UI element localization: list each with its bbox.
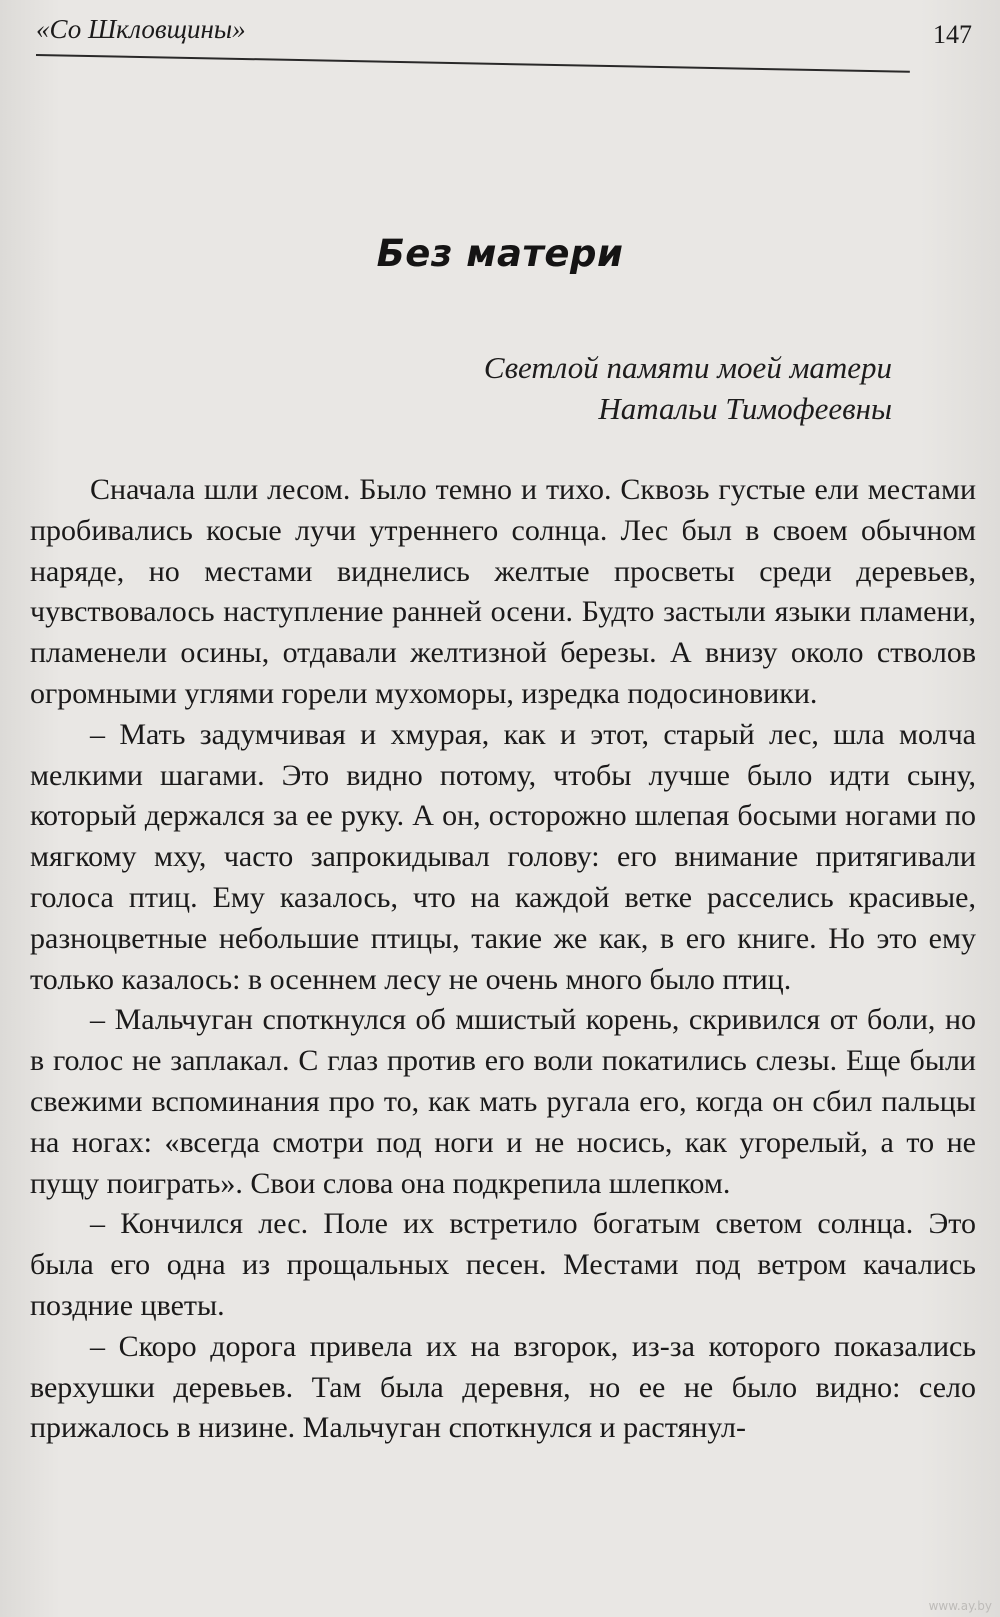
paragraph: Сначала шли лесом. Было темно и тихо. Сквозь густые ели местами пробивались косые лучи утреннего солнца. Лес был в своем обычном наряде, но местами виднелись желтые просветы среди деревьев, чувствовалось наступление ранней осени. Будто застыли языки пламени, пламенели осины, отдавали желтизной березы. А внизу около стволов огромными углями горели мухоморы, изредка подосиновики. xyxy=(30,473,976,710)
paragraph: – Скоро дорога привела их на взгорок, из-за которого показались верхушки деревьев. Там была деревня, но ее не было видно: село прижалось в низине. Мальчуган споткнулся и растянул- xyxy=(30,1329,976,1445)
header-rule xyxy=(36,54,910,73)
body-text xyxy=(30,470,976,1449)
epigraph-line: Светлой памяти моей матери xyxy=(483,350,892,385)
chapter-title: Без матери xyxy=(376,232,624,275)
page-number: 147 xyxy=(933,20,972,49)
paragraph: – Мать задумчивая и хмурая, как и этот, старый лес, шла молча мелкими шагами. Это видно потому, чтобы лучше было идти сыну, который держался за ее руку. А он, осторожно шлепая босыми ногами по мягкому мху, часто запрокидывал голову: его внимание притягивали голоса птиц. Ему казалось, что на каждой ветке расселись красивые, разноцветные небольшие птицы, такие же как, в его книге. Но это ему только казалось: в осеннем лесу не очень много было птиц. xyxy=(30,717,976,996)
paragraph: – Кончился лес. Поле их встретило богатым светом солнца. Это была его одна из прощальных песен. Местами под ветром качались поздние цветы. xyxy=(30,1207,976,1322)
running-title: «Со Шкловщины» xyxy=(36,14,246,44)
epigraph xyxy=(484,347,892,429)
page-header xyxy=(36,14,972,74)
watermark: www.ay.by xyxy=(928,1599,992,1613)
paragraph: – Мальчуган споткнулся об мшистый корень, скривился от боли, но в голос не заплакал. С глаз против его воли покатились слезы. Еще были свежими вспоминания про то, как мать ругала его, когда он сбил пальцы на ногах: «всегда смотри под ноги и не носись, как угорелый, а то не пущу поиграть». Свои слова она подкрепила шлепком. xyxy=(30,1003,976,1200)
epigraph-line: Натальи Тимофеевны xyxy=(598,391,892,426)
